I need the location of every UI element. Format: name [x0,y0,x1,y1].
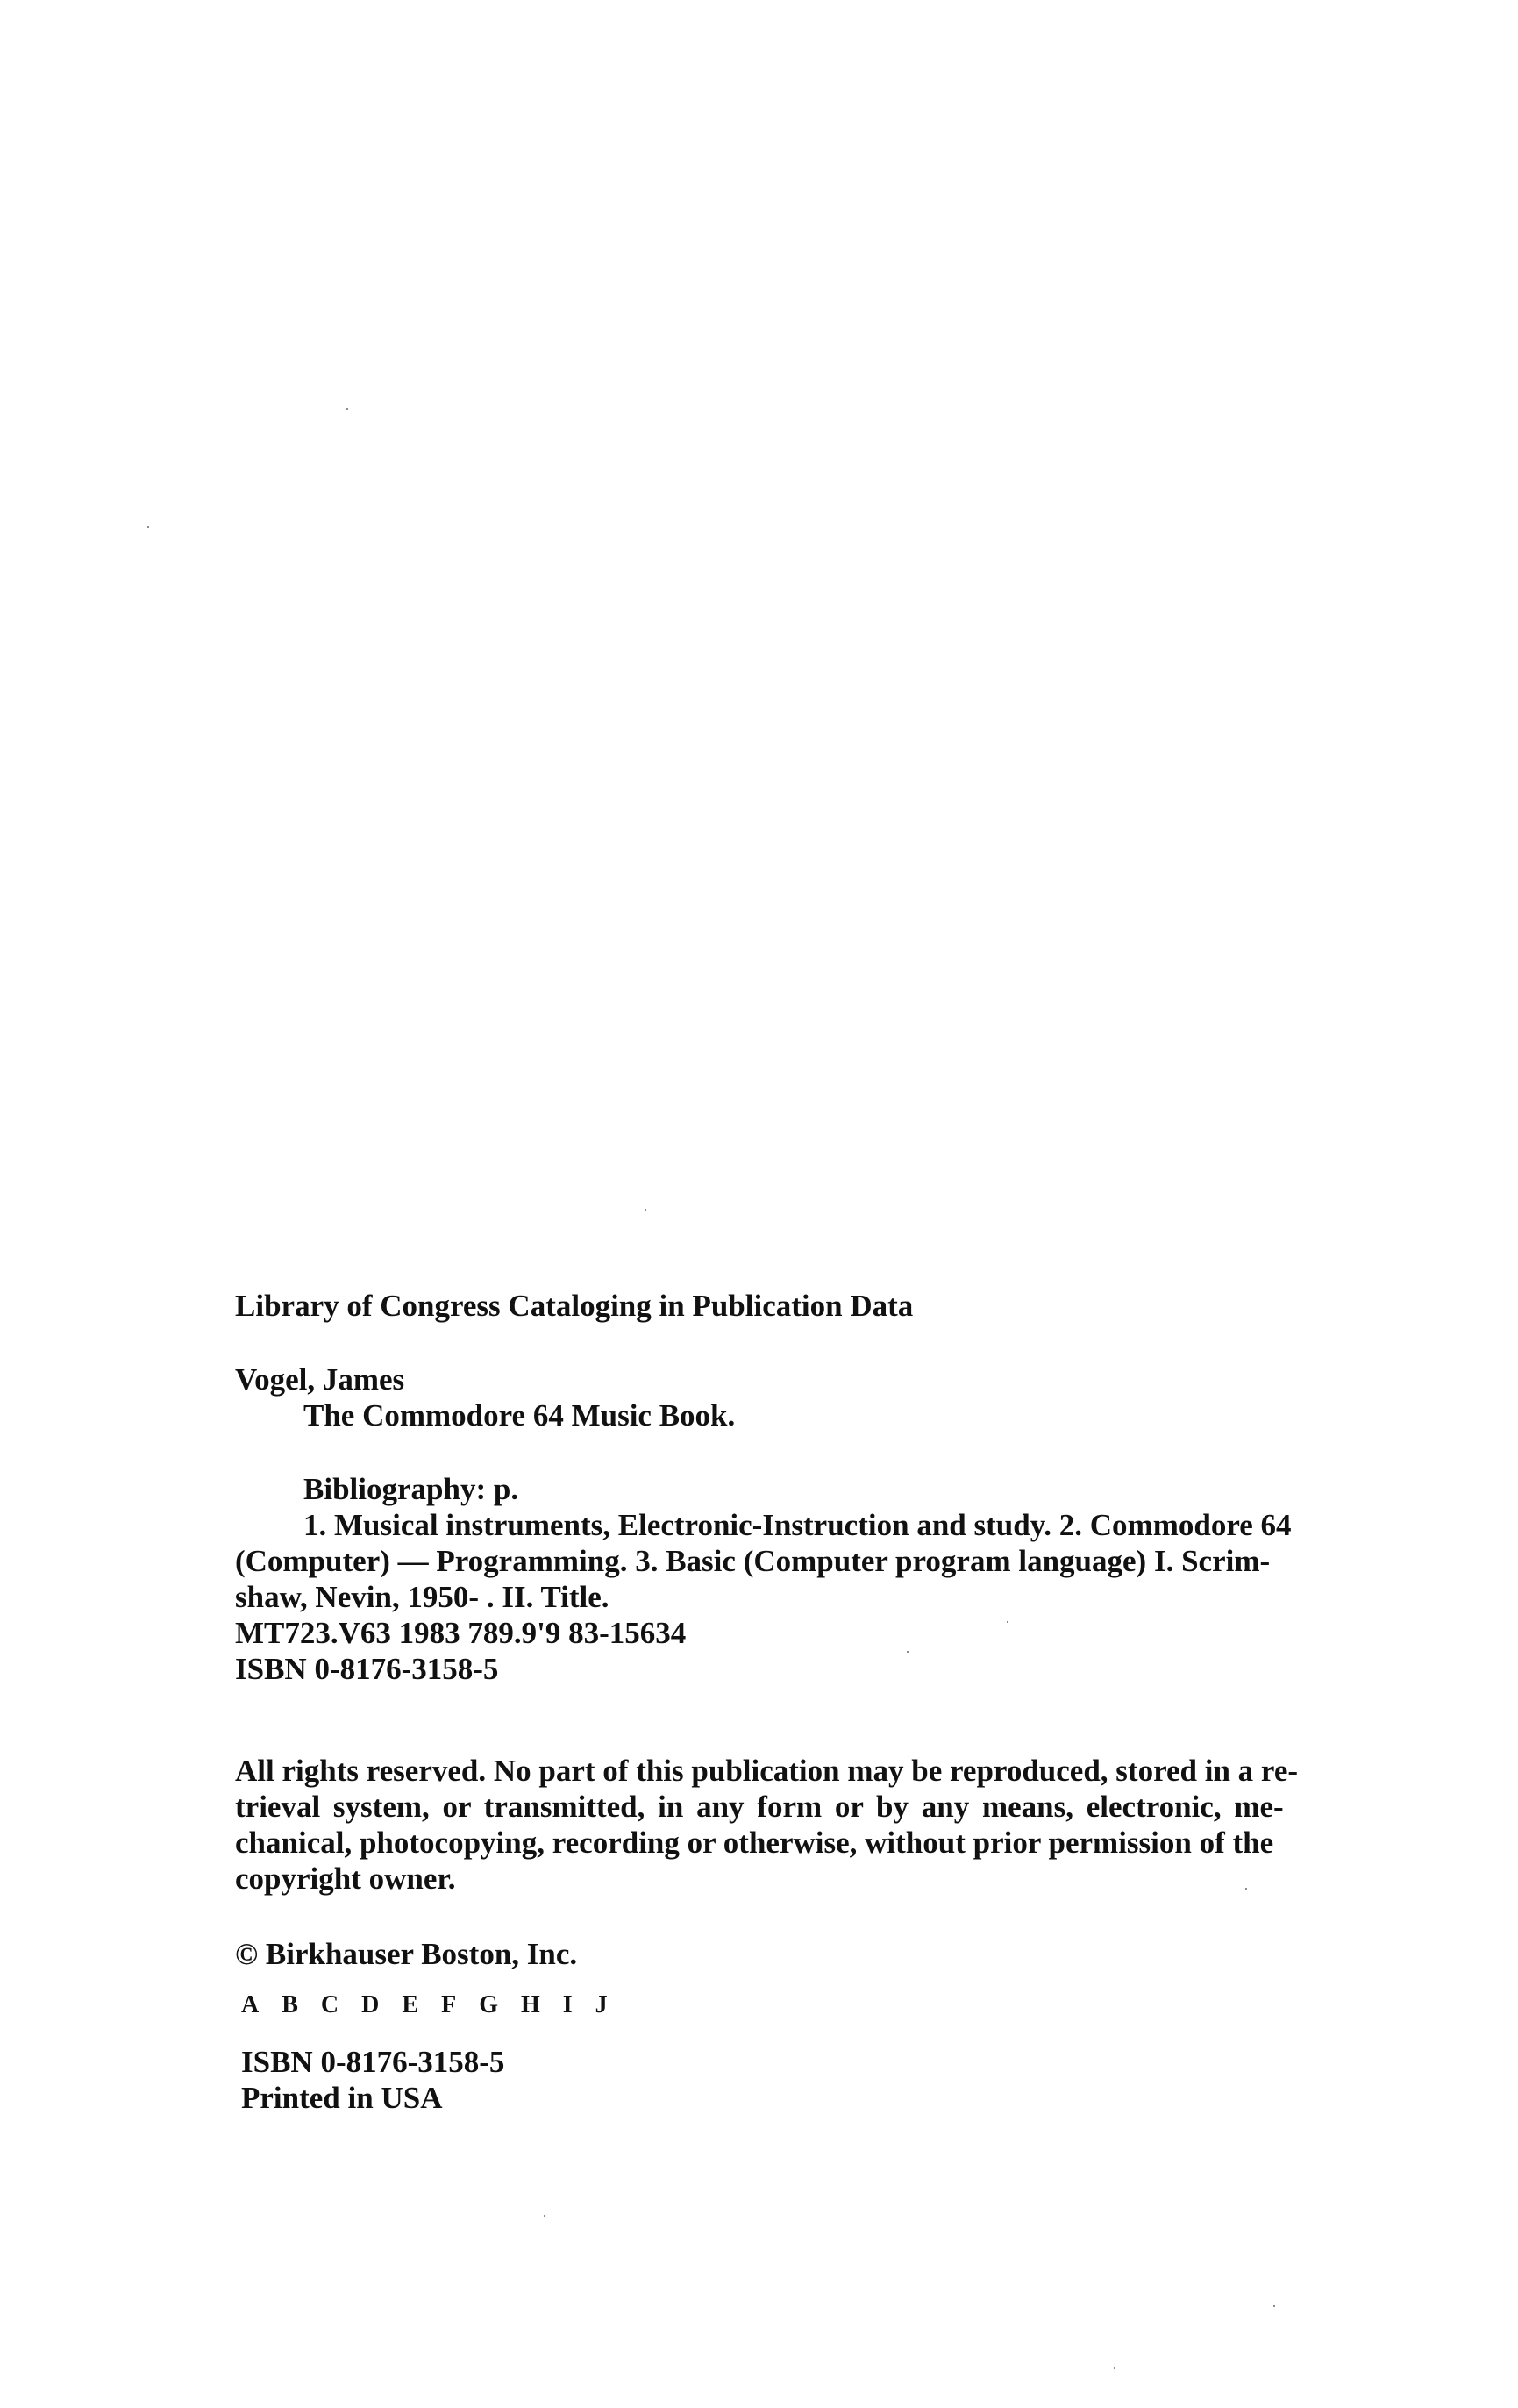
footer-isbn: ISBN 0-8176-3158-5 [241,2045,505,2079]
cip-call-number: MT723.V63 1983 789.9'9 83-15634 [235,1616,687,1650]
printed-in: Printed in USA [241,2081,443,2115]
scan-speck [147,526,149,528]
print-key-letter: H [520,1991,540,2019]
scan-speck [1007,1621,1008,1623]
scan-speck [1273,2305,1275,2307]
print-key-letter: B [282,1991,298,2019]
print-key-letter: I [562,1991,573,2019]
print-key-letter: C [320,1991,339,2019]
print-key-letter: D [361,1991,380,2019]
printing-key [241,1991,608,2019]
cip-heading: Library of Congress Cataloging in Publication Data [235,1289,914,1323]
cip-subject-line: (Computer) — Programming. 3. Basic (Computer program language) I. Scrim- [235,1544,1271,1578]
cip-isbn: ISBN 0-8176-3158-5 [235,1652,499,1686]
cip-author: Vogel, James [235,1362,405,1397]
print-key-letter: A [241,1991,260,2019]
cip-subject-line: 1. Musical instruments, Electronic-Instruction and study. 2. Commodore 64 [303,1508,1292,1542]
rights-line: copyright owner. [235,1861,456,1896]
scan-speck [1245,1888,1247,1890]
copyright-notice: © Birkhauser Boston, Inc. [235,1937,578,1971]
print-key-letter: G [479,1991,498,2019]
rights-line: trieval system, or transmitted, in any form or by any means, electronic, me- [235,1790,1284,1824]
rights-line: chanical, photocopying, recording or otherwise, without prior permission of the [235,1826,1274,1860]
print-key-letter: J [595,1991,608,2019]
scan-speck [1114,2367,1115,2369]
cip-title: The Commodore 64 Music Book. [303,1398,736,1433]
scan-speck [544,2215,545,2217]
cip-subject-line: shaw, Nevin, 1950- . II. Title. [235,1580,609,1614]
scan-speck [645,1209,646,1211]
print-key-letter: F [441,1991,457,2019]
scan-speck [346,408,348,410]
print-key-letter: E [402,1991,419,2019]
cip-bibliography: Bibliography: p. [303,1472,519,1506]
rights-line: All rights reserved. No part of this publication may be reproduced, stored in a re- [235,1754,1299,1788]
scan-speck [907,1651,909,1653]
